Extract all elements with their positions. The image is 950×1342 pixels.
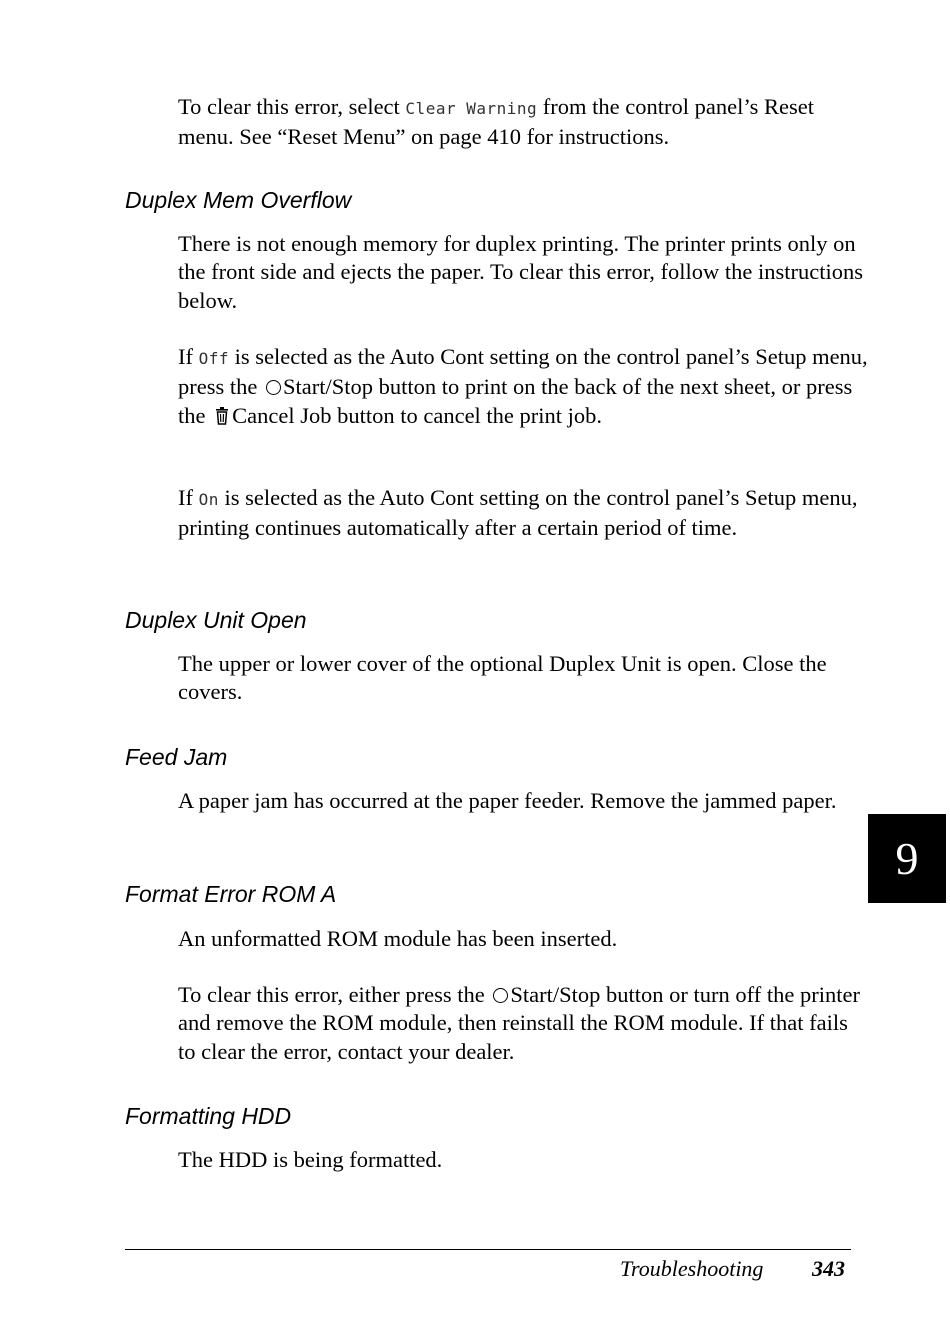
heading-format-error-rom-a: Format Error ROM A bbox=[125, 881, 337, 907]
text-span: To clear this error, either press the bbox=[178, 982, 491, 1007]
intro-text: To clear this error, select bbox=[178, 94, 406, 119]
footer-rule bbox=[125, 1249, 851, 1250]
heading-duplex-mem-overflow: Duplex Mem Overflow bbox=[125, 187, 352, 213]
lcd-message-on: On bbox=[198, 490, 219, 509]
duplex-open-paragraph: The upper or lower cover of the optional Duplex Unit is open. Close the covers. bbox=[178, 651, 827, 705]
feed-jam-paragraph: A paper jam has occurred at the paper feeder. Remove the jammed paper. bbox=[178, 788, 837, 813]
duplex-mem-paragraph-1: There is not enough memory for duplex printing. The printer prints only on the front side and ejects the paper. To clear this error, follow the instructions below. bbox=[178, 231, 864, 313]
trash-icon bbox=[214, 407, 230, 425]
heading-feed-jam: Feed Jam bbox=[125, 744, 228, 770]
heading-duplex-unit-open: Duplex Unit Open bbox=[125, 607, 307, 633]
duplex-mem-paragraph-2 bbox=[178, 343, 868, 430]
text-span: Cancel Job button to cancel the print job. bbox=[232, 402, 603, 428]
heading-formatting-hdd: Formatting HDD bbox=[125, 1103, 292, 1129]
chapter-tab: 9 bbox=[868, 814, 946, 903]
text-span: If bbox=[178, 344, 199, 369]
text-span: is selected as the Auto Cont setting on the control panel’s Setup menu, printing continues automatically after a certain period of time. bbox=[178, 485, 858, 541]
lcd-message-off: Off bbox=[198, 349, 230, 368]
intro-text-after: from the control panel’s Reset menu. See “Reset Menu” on page 410 for instructions. bbox=[178, 94, 814, 150]
text-span: Start/Stop button to print on the back of the next sheet, or press the bbox=[178, 374, 853, 428]
duplex-mem-paragraph-3 bbox=[178, 484, 868, 543]
formatting-hdd-paragraph: The HDD is being formatted. bbox=[178, 1147, 443, 1172]
start-stop-icon bbox=[266, 380, 281, 395]
lcd-message-clear-warning: Clear Warning bbox=[405, 99, 538, 118]
text-span: If bbox=[178, 485, 199, 510]
format-rom-paragraph-2 bbox=[178, 981, 868, 1066]
text-span: Start/Stop button or turn off the printer and remove the ROM module, then reinstall the ROM module. If that fails to clear the error, contact your dealer. bbox=[178, 982, 860, 1064]
footer-section-title: Troubleshooting bbox=[620, 1256, 764, 1281]
start-stop-icon bbox=[493, 988, 508, 1003]
intro-paragraph bbox=[178, 93, 868, 152]
footer-page-number: 343 bbox=[812, 1256, 845, 1281]
format-rom-paragraph-1: An unformatted ROM module has been inserted. bbox=[178, 926, 618, 951]
text-span: is selected as the Auto Cont setting on the control panel’s Setup menu, press the bbox=[178, 344, 868, 400]
